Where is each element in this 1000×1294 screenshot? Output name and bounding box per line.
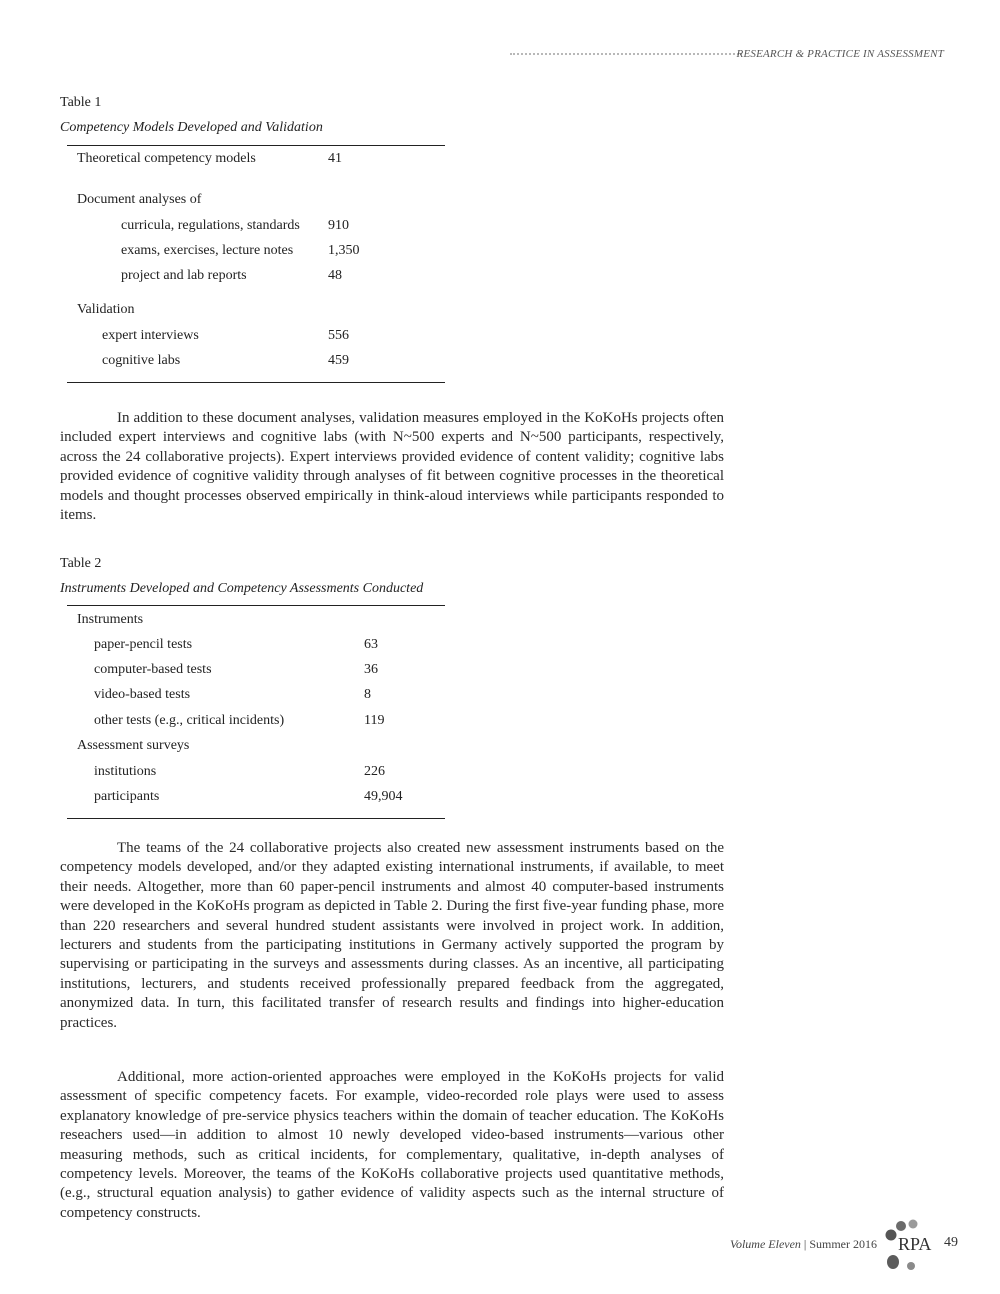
- table2-group-label: Instruments: [77, 612, 144, 627]
- table1-row-value: 1,350: [328, 243, 360, 258]
- table2-title: Instruments Developed and Competency Assessments Conducted: [60, 581, 424, 596]
- table2-row-label: paper-pencil tests: [94, 637, 193, 652]
- table1-caption: Table 1: [60, 95, 102, 110]
- table1-row-value: 48: [328, 268, 342, 283]
- table1-row-value: 459: [328, 353, 349, 368]
- table2-row-label: video-based tests: [94, 687, 191, 702]
- body-paragraph: Additional, more action-oriented approaches were employed in the KoKoHs projects for valid assessment of specific competency facets. For example, video-recorded role plays were used to assess explanatory knowledge of pre-service physics teachers within the domain of teacher education. The KoKoHs reseachers used—in addition to almost 10 newly developed video-based instruments—various other measuring methods, such as critical incidents, for complementary, qualitative, in-depth analyses of competency levels. Moreover, the teams of the KoKoHs collaborative projects used quantitative methods, (e.g., structural equation analysis) to gather evidence of validity aspects such as the internal structure of competency constructs.: [60, 1069, 724, 1221]
- table2-group-label: Assessment surveys: [77, 738, 190, 753]
- table1-top-rule: [67, 145, 445, 146]
- table2-top-rule: [67, 605, 445, 606]
- table2-row-label: computer-based tests: [94, 662, 212, 677]
- table1-row-value: 41: [328, 151, 342, 166]
- table1-title: Competency Models Developed and Validation: [60, 120, 323, 135]
- table2-row-value: 119: [364, 713, 385, 728]
- running-head: RESEARCH & PRACTICE IN ASSESSMENT: [736, 48, 944, 60]
- logo-text: RPA: [898, 1234, 932, 1254]
- table2-row-value: 8: [364, 687, 371, 702]
- table1-group-label: Document analyses of: [77, 192, 202, 207]
- table2-row-label: participants: [94, 789, 160, 804]
- body-paragraph: In addition to these document analyses, validation measures employed in the KoKoHs projects often included expert interviews and cognitive labs (with N~500 experts and N~500 participants, respectively, across the 24 collaborative projects). Expert interviews provided evidence of content validity; cognitive labs provided evidence of cognitive validity through analyses of fit between cognitive processes in the theoretical models and thought processes observed empirically in think-aloud interviews while participants responded to items.: [60, 410, 724, 524]
- page-number: 49: [944, 1235, 958, 1250]
- table2-caption: Table 2: [60, 556, 102, 571]
- table2-row-value: 226: [364, 764, 385, 779]
- table2-row-value: 63: [364, 637, 378, 652]
- table1-bottom-rule: [67, 382, 445, 383]
- table2-row-value: 49,904: [364, 789, 403, 804]
- table1-group-label: Validation: [77, 302, 135, 317]
- table1-row-label: curricula, regulations, standards: [121, 218, 300, 233]
- table1-row-label: expert interviews: [102, 328, 199, 343]
- footer-issue-info: [730, 1237, 877, 1252]
- footer-season: Summer 2016: [809, 1237, 877, 1251]
- table1-row-label: cognitive labs: [102, 353, 181, 368]
- table1-row-label: Theoretical competency models: [77, 151, 256, 166]
- rpa-pawprint-logo-icon: [879, 1218, 937, 1274]
- table1-row-value: 556: [328, 328, 349, 343]
- table2-row-label: institutions: [94, 764, 157, 779]
- table1-row-label: exams, exercises, lecture notes: [121, 243, 294, 258]
- table1-row-value: 910: [328, 218, 349, 233]
- body-paragraph: The teams of the 24 collaborative projects also created new assessment instruments based on the competency models developed, and/or they adapted existing international instruments, if available, to meet their needs. Altogether, more than 60 paper-pencil instruments and almost 40 computer-based instruments were developed in the KoKoHs program as depicted in Table 2. During the first five-year funding phase, more than 220 researchers and several hundred student assistants were involved in project work. In addition, lecturers and students from the participating institutions in Germany actively supported the program by supervising or participating in the surveys and assessments during classes. As an incentive, all participating institutions, lecturers, and students received professionally prepared feedback from the aggregated, anonymized data. In turn, this facilitated transfer of research results and findings into higher-education practices.: [60, 840, 724, 1031]
- footer-volume: Volume Eleven: [729, 1237, 801, 1251]
- table1-row-label: project and lab reports: [121, 268, 247, 283]
- table2-bottom-rule: [67, 818, 445, 819]
- header-dotted-rule: [510, 47, 742, 55]
- footer-separator: |: [800, 1237, 810, 1251]
- table2-row-value: 36: [364, 662, 378, 677]
- table2-row-label: other tests (e.g., critical incidents): [94, 713, 285, 728]
